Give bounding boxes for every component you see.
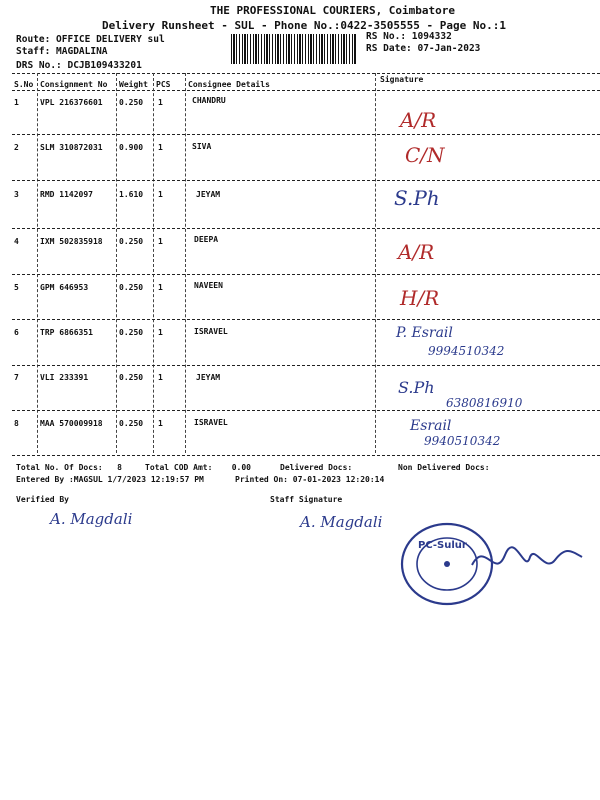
col-divider bbox=[375, 73, 376, 453]
cell-consignment: IXM 502835918 bbox=[40, 237, 103, 246]
handwritten-signature: S.Ph bbox=[398, 378, 435, 397]
col-header-signature: Signature bbox=[380, 75, 424, 84]
cell-pcs: 1 bbox=[158, 143, 163, 152]
col-divider bbox=[185, 73, 186, 453]
verified-by-label: Verified By bbox=[16, 495, 69, 504]
delivered-docs: Delivered Docs: bbox=[280, 463, 353, 472]
staff-signature: A. Magdali bbox=[300, 513, 383, 531]
rs-date: RS Date: 07-Jan-2023 bbox=[366, 43, 481, 54]
col-header-weight: Weight bbox=[119, 80, 148, 89]
cell-sno: 8 bbox=[14, 419, 19, 428]
col-header-pcs: PCS bbox=[156, 80, 171, 89]
cell-pcs: 1 bbox=[158, 419, 163, 428]
cell-weight: 0.250 bbox=[119, 283, 144, 292]
stamp-signature-scribble bbox=[470, 535, 585, 585]
row-rule bbox=[12, 274, 600, 275]
cell-sno: 6 bbox=[14, 328, 19, 337]
cell-pcs: 1 bbox=[158, 283, 163, 292]
cell-sno: 7 bbox=[14, 373, 19, 382]
handwritten-mark: A/R bbox=[400, 108, 437, 132]
cell-sno: 1 bbox=[14, 98, 19, 107]
row-rule bbox=[12, 180, 600, 181]
cell-consignee: JEYAM bbox=[196, 373, 221, 382]
cell-consignment: MAA 570009918 bbox=[40, 419, 103, 428]
col-divider bbox=[153, 73, 154, 453]
cell-consignment: SLM 310872031 bbox=[40, 143, 103, 152]
cell-sno: 3 bbox=[14, 190, 19, 199]
verified-signature: A. Magdali bbox=[50, 510, 133, 528]
total-cod: Total COD Amt: 0.00 bbox=[145, 463, 251, 472]
cell-pcs: 1 bbox=[158, 237, 163, 246]
table-header-rule bbox=[12, 90, 600, 91]
staff-signature-label: Staff Signature bbox=[270, 495, 343, 504]
cell-sno: 2 bbox=[14, 143, 19, 152]
cell-pcs: 1 bbox=[158, 98, 163, 107]
route-label: Route: OFFICE DELIVERY sul bbox=[16, 34, 165, 45]
cell-weight: 0.250 bbox=[119, 98, 144, 107]
cell-consignee: SIVA bbox=[192, 142, 212, 151]
cell-pcs: 1 bbox=[158, 373, 163, 382]
cell-pcs: 1 bbox=[158, 328, 163, 337]
entered-by: Entered By :MAGSUL 1/7/2023 12:19:57 PM bbox=[16, 475, 204, 484]
col-header-consignee: Consignee Details bbox=[188, 80, 270, 89]
cell-sno: 4 bbox=[14, 237, 19, 246]
cell-weight: 0.900 bbox=[119, 143, 144, 152]
cell-weight: 0.250 bbox=[119, 237, 144, 246]
cell-consignee: NAVEEN bbox=[194, 281, 223, 290]
row-rule bbox=[12, 319, 600, 320]
row-rule bbox=[12, 410, 600, 411]
barcode bbox=[231, 34, 357, 64]
handwritten-phone: 9940510342 bbox=[424, 434, 501, 448]
cell-weight: 0.250 bbox=[119, 373, 144, 382]
col-divider bbox=[37, 73, 38, 453]
stamp-text: PC-Sulur bbox=[418, 540, 467, 551]
cell-consignment: GPM 646953 bbox=[40, 283, 89, 292]
col-header-sno: S.No bbox=[14, 80, 34, 89]
table-top-rule bbox=[12, 73, 600, 74]
cell-weight: 0.250 bbox=[119, 419, 144, 428]
cell-consignee: ISRAVEL bbox=[194, 327, 228, 336]
handwritten-phone: 9994510342 bbox=[428, 344, 505, 358]
row-rule bbox=[12, 134, 600, 135]
row-rule bbox=[12, 455, 600, 456]
row-rule bbox=[12, 365, 600, 366]
handwritten-mark: H/R bbox=[400, 286, 440, 310]
cell-sno: 5 bbox=[14, 283, 19, 292]
handwritten-mark: A/R bbox=[398, 240, 435, 264]
col-header-consignment: Consignment No bbox=[40, 80, 108, 89]
printed-on: Printed On: 07-01-2023 12:20:14 bbox=[235, 475, 385, 484]
company-title: THE PROFESSIONAL COURIERS, Coimbatore bbox=[210, 4, 456, 17]
cell-weight: 1.610 bbox=[119, 190, 144, 199]
handwritten-phone: 6380816910 bbox=[446, 396, 523, 410]
handwritten-mark: C/N bbox=[405, 143, 445, 167]
total-docs: Total No. Of Docs: 8 bbox=[16, 463, 122, 472]
staff-label: Staff: MAGDALINA bbox=[16, 46, 108, 57]
runsheet-subtitle: Delivery Runsheet - SUL - Phone No.:0422-3505555 - Page No.:1 bbox=[102, 19, 506, 32]
col-divider bbox=[116, 73, 117, 453]
cell-consignment: RMD 1142097 bbox=[40, 190, 93, 199]
cell-consignment: VPL 216376601 bbox=[40, 98, 103, 107]
handwritten-signature: Esrail bbox=[410, 418, 452, 434]
non-delivered-docs: Non Delivered Docs: bbox=[398, 463, 490, 472]
drs-number: DRS No.: DCJB109433201 bbox=[16, 60, 142, 71]
row-rule bbox=[12, 228, 600, 229]
cell-consignment: TRP 6866351 bbox=[40, 328, 93, 337]
cell-consignee: JEYAM bbox=[196, 190, 221, 199]
cell-consignee: DEEPA bbox=[194, 235, 219, 244]
rs-number: RS No.: 1094332 bbox=[366, 31, 452, 42]
cell-consignment: VLI 233391 bbox=[40, 373, 89, 382]
handwritten-signature: S.Ph bbox=[394, 186, 440, 210]
cell-weight: 0.250 bbox=[119, 328, 144, 337]
cell-pcs: 1 bbox=[158, 190, 163, 199]
handwritten-signature: P. Esrail bbox=[396, 325, 453, 341]
cell-consignee: ISRAVEL bbox=[194, 418, 228, 427]
cell-consignee: CHANDRU bbox=[192, 96, 226, 105]
